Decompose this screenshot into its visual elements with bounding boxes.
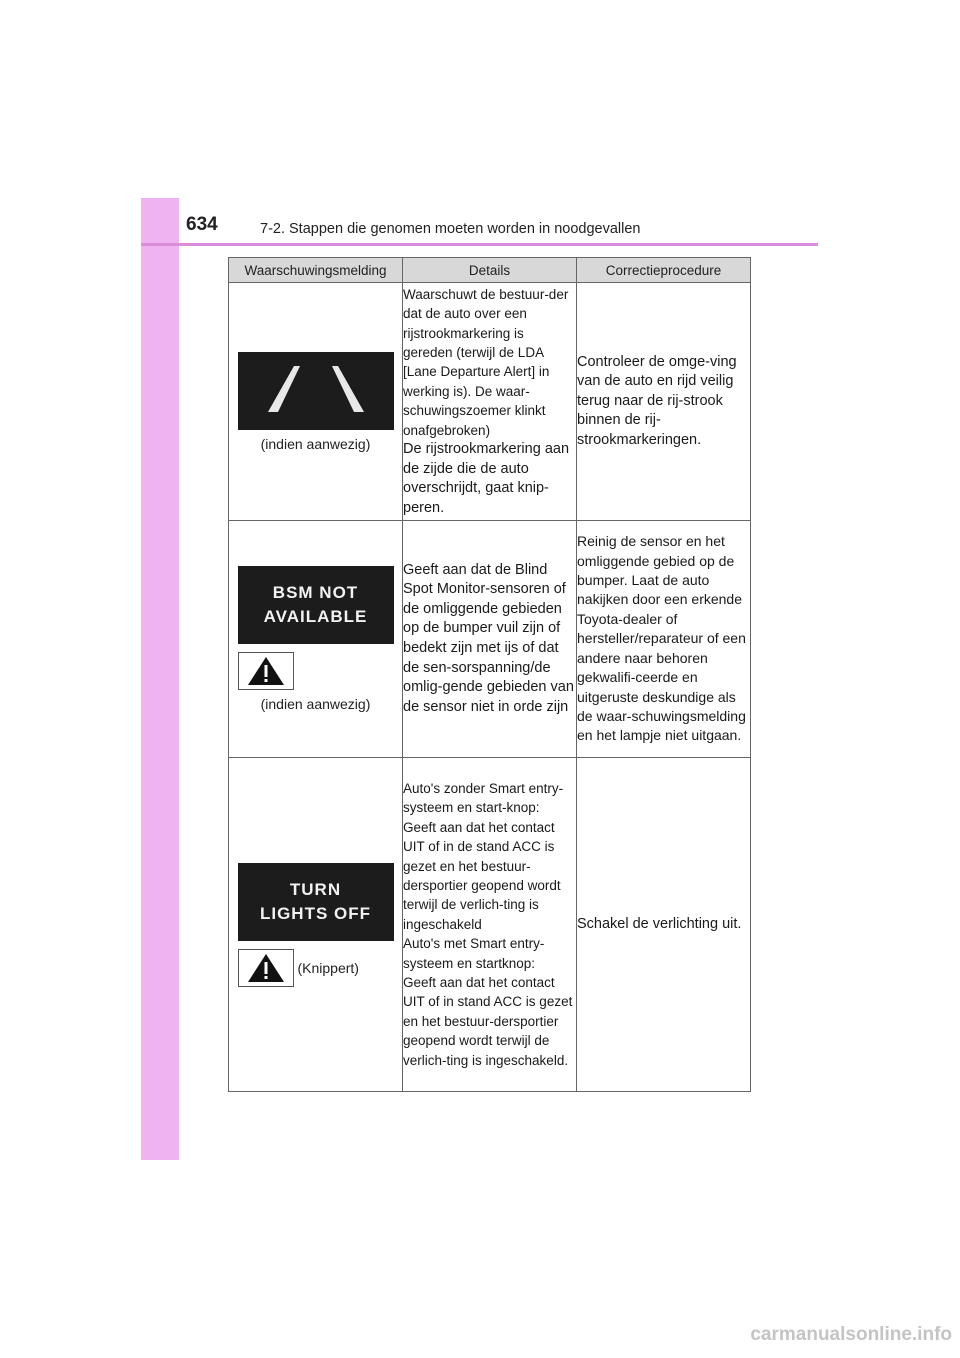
- warning-triangle-icon: [246, 952, 286, 984]
- display-line: BSM NOT: [272, 583, 359, 602]
- watermark: carmanualsonline.info: [750, 1324, 952, 1345]
- warning-cell: [229, 758, 403, 1092]
- column-header-procedure: Correctieprocedure: [577, 258, 751, 283]
- column-header-warning: Waarschuwingsmelding: [229, 258, 403, 283]
- display-line: LIGHTS OFF: [259, 903, 372, 923]
- warning-triangle-icon: [246, 655, 286, 687]
- display-line: AVAILABLE: [263, 607, 368, 626]
- warning-light-box: [238, 949, 294, 987]
- details-cell: Geeft aan dat de Blind Spot Monitor-sensoren of de omliggende gebieden op de bumper vuil zijn of bedekt zijn met ijs of dat de sen-sorspanning/de omlig-gende gebieden van de sensor niet in orde zijn: [403, 521, 577, 758]
- column-header-details: Details: [403, 258, 577, 283]
- warning-cell: [229, 283, 403, 521]
- table-row: [229, 758, 751, 1092]
- lane-departure-display: [238, 352, 394, 430]
- table-row: [229, 283, 751, 521]
- table-row: [229, 521, 751, 758]
- page-number: 634: [186, 214, 218, 235]
- warning-table: [228, 257, 751, 1092]
- details-text: Geeft aan dat het contact UIT of in de stand ACC is gezet en het bestuur-dersportier geopend wordt terwijl de verlich-ting is ingeschakeld: [403, 819, 561, 932]
- warning-caption: (indien aanwezig): [260, 696, 371, 712]
- procedure-cell: Reinig de sensor en het omliggende gebied op de bumper. Laat de auto nakijken door een erkende Toyota-dealer of hersteller/reparateur of een andere naar behoren gekwalifi-ceerde en uitgeruste deskundige als de waar-schuwingsmelding en het lampje niet uitgaan.: [577, 521, 751, 758]
- table-header-row: [229, 258, 751, 283]
- details-cell: [403, 283, 577, 521]
- section-title: 7-2. Stappen die genomen moeten worden in noodgevallen: [260, 221, 641, 237]
- header-rule: [141, 243, 818, 246]
- warning-light-box: [238, 652, 294, 690]
- warning-cell: [229, 521, 403, 758]
- lane-markings-icon: [238, 352, 394, 430]
- details-text: Auto's met Smart entry-systeem en startknop:: [403, 936, 545, 971]
- turn-lights-off-display: [238, 863, 394, 941]
- details-text: Waarschuwt de bestuur-der dat de auto over een rijstrookmarkering is gereden (terwijl de LDA [Lane Departure Alert] in werking is). De waar-schuwingszoemer klinkt onafgebroken): [403, 286, 569, 438]
- procedure-cell: Schakel de verlichting uit.: [577, 758, 751, 1092]
- procedure-cell: Controleer de omge-ving van de auto en rijd veilig terug naar de rij-strook binnen de rij-strookmarkeringen.: [577, 283, 751, 521]
- details-text: Geeft aan dat het contact UIT of in stand ACC is gezet en het bestuur-dersportier geopend wordt terwijl de verlich-ting is ingeschakeld.: [403, 975, 573, 1068]
- warning-caption: (Knippert): [297, 959, 359, 976]
- details-cell: [403, 758, 577, 1092]
- warning-caption: (indien aanwezig): [260, 435, 371, 452]
- bsm-not-available-display: [238, 566, 394, 644]
- details-text: Auto's zonder Smart entry-systeem en start-knop:: [403, 780, 564, 816]
- side-band: [141, 198, 179, 1160]
- details-text: De rijstrookmarkering aan de zijde die de auto overschrijdt, gaat knip-peren.: [403, 440, 570, 516]
- display-line: TURN: [289, 879, 342, 899]
